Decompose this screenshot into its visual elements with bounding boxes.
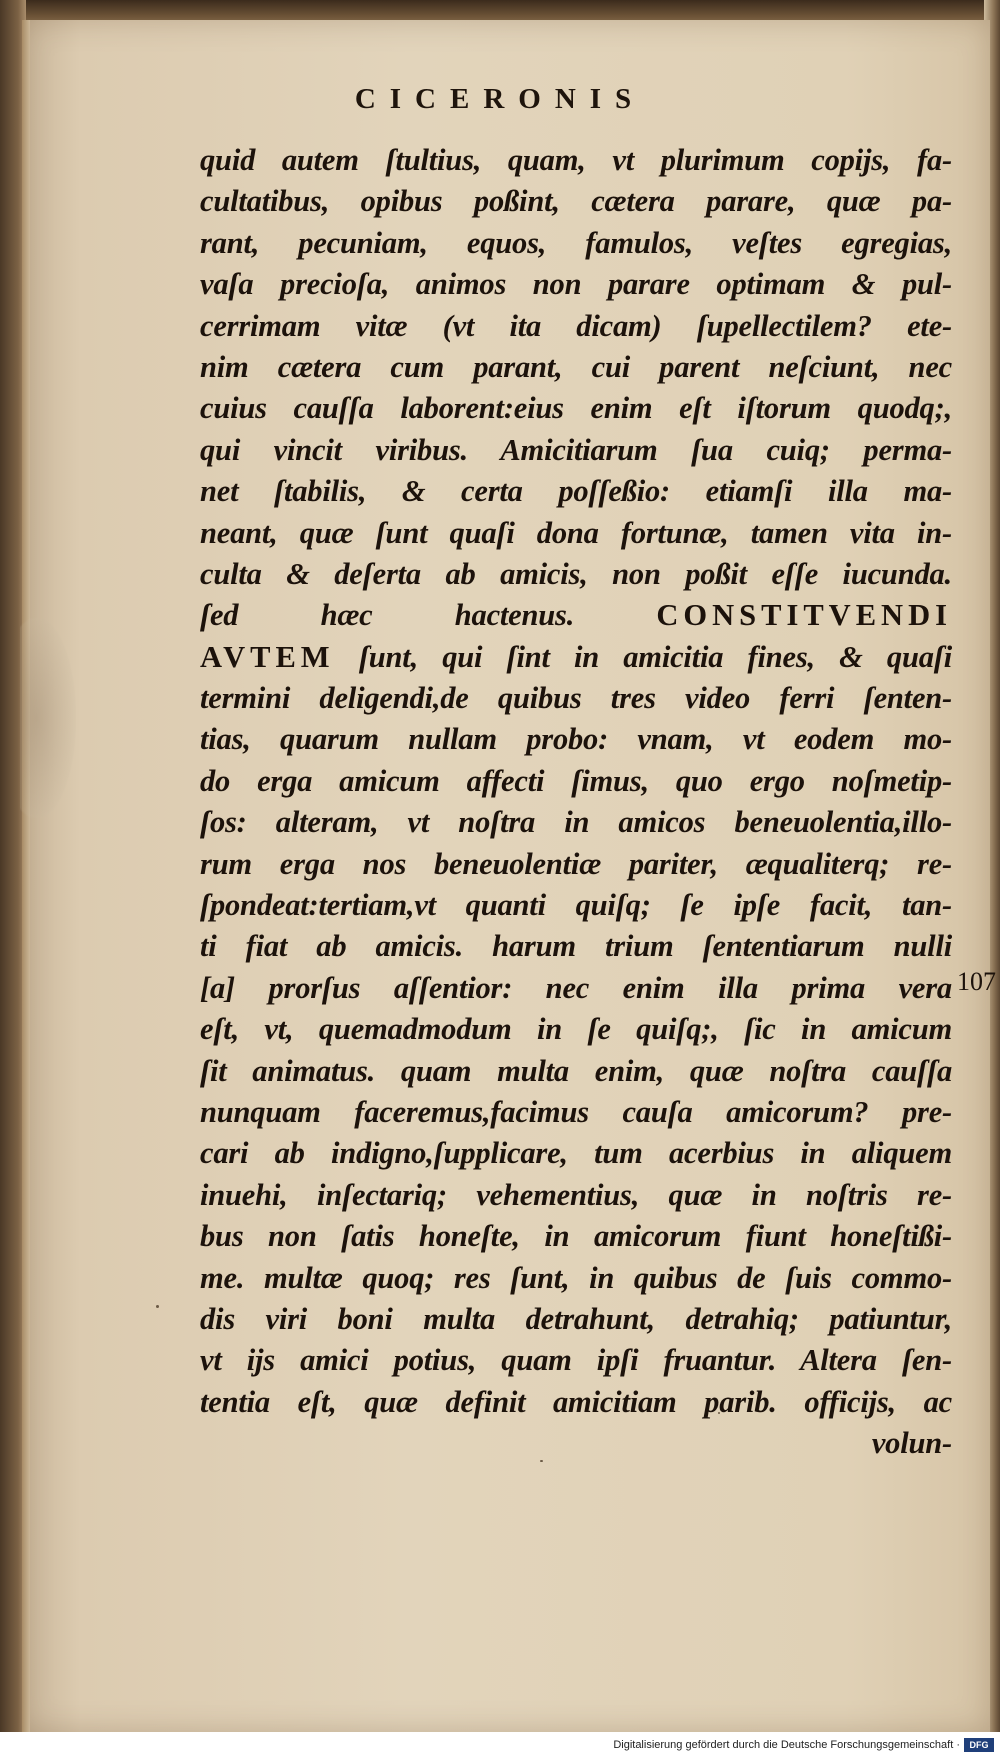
text-line: tentia eſt, quæ definit amicitiam parib. officijs, ac <box>200 1384 952 1419</box>
text-line: cuius cauſſa laborent:eius enim eſt iſtorum quodq;, <box>200 391 952 426</box>
text-line-with-smallcaps <box>200 595 952 636</box>
clasp-shadow <box>20 618 76 818</box>
text-line: do erga amicum affecti ſimus, quo ergo noſmetip- <box>200 763 952 798</box>
margin-page-number: 107 <box>957 967 996 996</box>
text-line: nunquam faceremus,facimus cauſa amicorum? pre- <box>200 1094 952 1129</box>
text-line: ti fiat ab amicis. harum trium ſententiarum nulli <box>200 929 952 964</box>
text-line: ſos: alteram, vt noſtra in amicos beneuolentia,illo- <box>200 805 952 840</box>
text-line: cultatibus, opibus poßint, cætera parare, quæ pa- <box>200 184 952 219</box>
text-line: bus non ſatis honeſte, in amicorum fiunt honeſtißi- <box>200 1219 952 1254</box>
funding-credit: Digitalisierung gefördert durch die Deutsche Forschungsgemeinschaft · <box>613 1739 960 1751</box>
text-line: rant, pecuniam, equos, famulos, veſtes egregias, <box>200 225 952 260</box>
running-title: CICERONIS <box>354 83 646 115</box>
text-line: inuehi, inſectariq; vehementius, quæ in noſtris re- <box>200 1177 952 1212</box>
page-gutter <box>22 20 30 1732</box>
smallcaps-heading: AVTEM <box>200 639 335 674</box>
text-line: ſit animatus. quam multa enim, quæ noſtra cauſſa <box>200 1053 952 1088</box>
text-line: dis viri boni multa detrahunt, detrahiq; patiuntur, <box>200 1301 952 1336</box>
text-line: culta & deſerta ab amicis, non poßit eſſe iucunda. <box>200 556 952 591</box>
text-line: termini deligendi,de quibus tres video ferri ſenten- <box>200 681 952 716</box>
text-line: ſpondeat:tertiam,vt quanti quiſq; ſe ipſe facit, tan- <box>200 888 952 923</box>
smallcaps-heading: CONSTITVENDI <box>656 598 952 633</box>
dfg-logo-icon: DFG <box>964 1738 994 1752</box>
text-line: vaſa precioſa, animos non parare optimam & pul- <box>200 267 952 302</box>
text-line: quid autem ſtultius, quam, vt plurimum copijs, fa- <box>200 143 952 177</box>
footer-bar <box>0 1732 1000 1761</box>
text-line: neant, quæ ſunt quaſi dona fortunæ, tamen vita in- <box>200 515 952 550</box>
body-text <box>200 140 952 1465</box>
text-fragment: ſunt, qui ſint in amicitia fines, & quaſi <box>358 639 952 674</box>
text-line: cerrimam vitæ (vt ita dicam) ſupellectilem? ete- <box>200 308 952 343</box>
text-line: vt ijs amici potius, quam ipſi fruantur. Altera ſen- <box>200 1343 952 1378</box>
text-line: [a] prorſus aſſentior: nec enim illa prima vera <box>200 970 952 1005</box>
text-line: me. multæ quoq; res ſunt, in quibus de ſuis commo- <box>200 1260 952 1295</box>
text-line: qui vincit viribus. Amicitiarum ſua cuiq; perma- <box>200 432 952 467</box>
text-line-with-smallcaps <box>200 637 952 678</box>
text-line: nim cætera cum parant, cui parent neſciunt, nec <box>200 349 952 384</box>
text-line: tias, quarum nullam probo: vnam, vt eodem mo- <box>200 722 952 757</box>
text-line: net ſtabilis, & certa poſſeßio: etiamſi illa ma- <box>200 474 952 509</box>
text-fragment: ſed hæc hactenus. <box>200 598 575 633</box>
text-line: rum erga nos beneuolentiæ pariter, æqualiterq; re- <box>200 846 952 881</box>
catchword: volun- <box>871 1426 952 1461</box>
text-line: cari ab indigno,ſupplicare, tum acerbius in aliquem <box>200 1136 952 1171</box>
paper-speck <box>156 1305 159 1308</box>
text-line: eſt, vt, quemadmodum in ſe quiſq;, ſic in amicum <box>200 1012 952 1047</box>
